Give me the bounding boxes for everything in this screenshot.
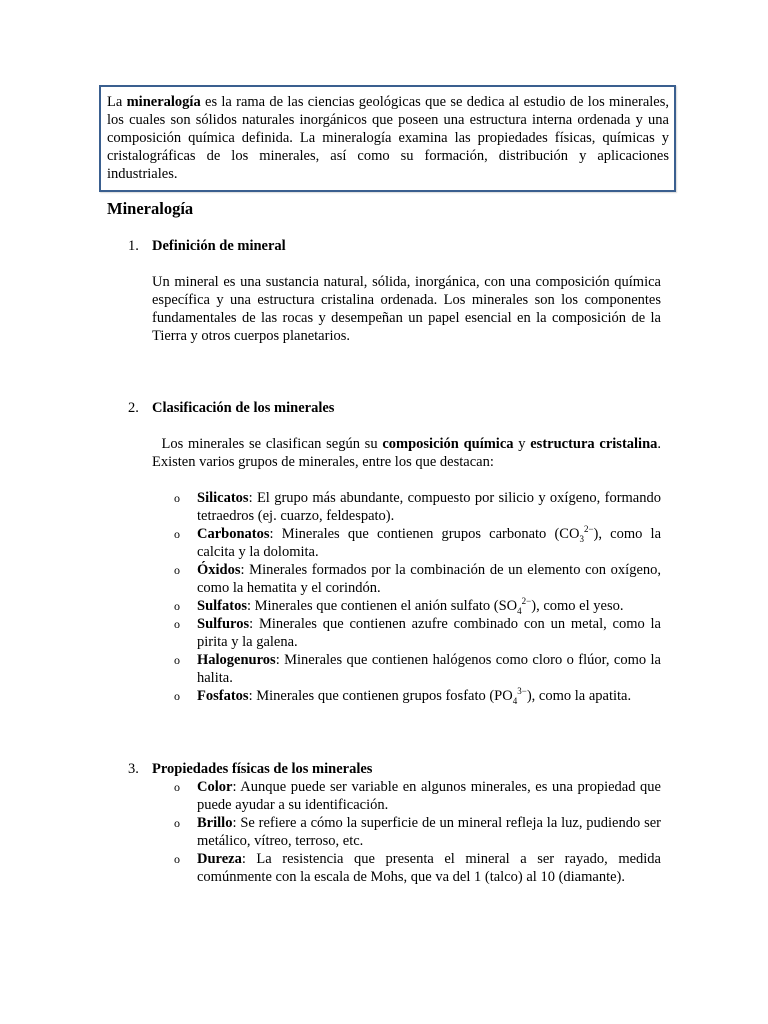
bullet-icon: o bbox=[174, 780, 180, 794]
item-text: : Se refiere a cómo la superficie de un mineral refleja la luz, pudiendo ser metálico, vítreo, terroso, etc. bbox=[197, 815, 661, 849]
item-term: Silicatos bbox=[197, 490, 249, 506]
paragraph-bold: estructura cristalina bbox=[530, 436, 658, 452]
item-text: : Minerales que contienen halógenos como cloro o flúor, como la halita. bbox=[197, 652, 661, 686]
list-item bbox=[174, 687, 661, 705]
bullet-icon: o bbox=[174, 527, 180, 541]
item-text: : Minerales que contienen grupos fosfato (PO bbox=[248, 688, 513, 704]
list-item bbox=[174, 561, 661, 597]
bullet-icon: o bbox=[174, 653, 180, 667]
bullet-icon: o bbox=[174, 852, 180, 866]
formula-superscript: 2− bbox=[583, 524, 594, 535]
item-text: ), como el yeso. bbox=[531, 598, 624, 614]
bullet-icon: o bbox=[174, 816, 180, 830]
section-number: 2. bbox=[128, 400, 139, 416]
item-text: : Minerales que contienen azufre combinado con un metal, como la pirita y la galena. bbox=[197, 616, 661, 650]
paragraph-bold: composición química bbox=[382, 436, 514, 452]
paragraph-text: Los minerales se clasifican según su bbox=[152, 436, 383, 452]
physical-properties-list bbox=[174, 778, 661, 886]
item-text: ), como la apatita. bbox=[526, 688, 632, 704]
list-item bbox=[174, 651, 661, 687]
bullet-icon: o bbox=[174, 617, 180, 631]
section-number: 1. bbox=[128, 238, 139, 254]
section-heading-1 bbox=[128, 237, 286, 255]
list-item bbox=[174, 597, 661, 615]
formula-subscript: 4 bbox=[517, 605, 522, 616]
item-term: Halogenuros bbox=[197, 652, 276, 668]
bullet-icon: o bbox=[174, 689, 180, 703]
formula-superscript: 3− bbox=[517, 686, 527, 697]
item-text: : Aunque puede ser variable en algunos minerales, es una propiedad que puede ayudar a su identificación. bbox=[197, 779, 661, 813]
intro-text: es la rama de las ciencias geológicas que se dedica al estudio de los minerales, los cuales son sólidos naturales inorgánicos que poseen una estructura interna ordenada y una composición química definida. La mineralogía examina las propiedades físicas, químicas y cristalográficas de los minerales, así como su formación, distribución y aplicaciones industriales. bbox=[107, 94, 669, 182]
list-item bbox=[174, 489, 661, 525]
section-2-paragraph bbox=[152, 435, 665, 471]
intro-prefix: La bbox=[107, 94, 127, 110]
section-title: Definición de mineral bbox=[152, 238, 286, 254]
formula-superscript: 2− bbox=[521, 596, 532, 607]
item-term: Sulfuros bbox=[197, 616, 250, 632]
item-term: Carbonatos bbox=[197, 526, 270, 542]
item-text: : El grupo más abundante, compuesto por silicio y oxígeno, formando tetraedros (ej. cuarzo, feldespato). bbox=[197, 490, 661, 524]
intro-box bbox=[99, 85, 676, 192]
section-1-paragraph: Un mineral es una sustancia natural, sólida, inorgánica, con una composición química específica y una estructura cristalina ordenada. Los minerales son los componentes fundamentales de las rocas y desempeñan un papel esencial en la composición de la Tierra y otros cuerpos planetarios. bbox=[152, 274, 661, 344]
item-term: Fosfatos bbox=[197, 688, 249, 704]
paragraph-text: . Existen varios grupos de minerales, entre los que destacan: bbox=[152, 436, 665, 470]
formula-subscript: 3 bbox=[579, 533, 584, 544]
intro-term: mineralogía bbox=[126, 94, 201, 110]
item-term: Color bbox=[197, 779, 233, 795]
list-item bbox=[174, 525, 661, 561]
bullet-icon: o bbox=[174, 491, 180, 505]
item-text: : Minerales que contienen el anión sulfato (SO bbox=[246, 598, 518, 614]
section-heading-3 bbox=[128, 760, 372, 778]
item-term: Óxidos bbox=[197, 562, 241, 578]
bullet-icon: o bbox=[174, 563, 180, 577]
item-term: Brillo bbox=[197, 815, 233, 831]
item-term: Dureza bbox=[197, 851, 242, 867]
list-item bbox=[174, 850, 661, 886]
bullet-icon: o bbox=[174, 599, 180, 613]
section-number: 3. bbox=[128, 761, 139, 777]
section-title: Clasificación de los minerales bbox=[152, 400, 335, 416]
item-text: : Minerales formados por la combinación de un elemento con oxígeno, como la hematita y el corindón. bbox=[197, 562, 661, 596]
list-item bbox=[174, 814, 661, 850]
formula-subscript: 4 bbox=[512, 695, 518, 706]
item-text: ), como la calcita y la dolomita. bbox=[197, 526, 661, 560]
mineral-classification-list bbox=[174, 489, 661, 705]
section-heading-2 bbox=[128, 399, 334, 417]
item-text: : Minerales que contienen grupos carbonato (CO bbox=[269, 526, 580, 542]
item-term: Sulfatos bbox=[197, 598, 247, 614]
item-text: : La resistencia que presenta el mineral a ser rayado, medida comúnmente con la escala de Mohs, que va del 1 (talco) al 10 (diamante). bbox=[197, 851, 661, 885]
list-item bbox=[174, 778, 661, 814]
page-title: Mineralogía bbox=[107, 199, 194, 218]
list-item bbox=[174, 615, 661, 651]
section-title: Propiedades físicas de los minerales bbox=[152, 761, 373, 777]
paragraph-text: y bbox=[513, 436, 531, 452]
